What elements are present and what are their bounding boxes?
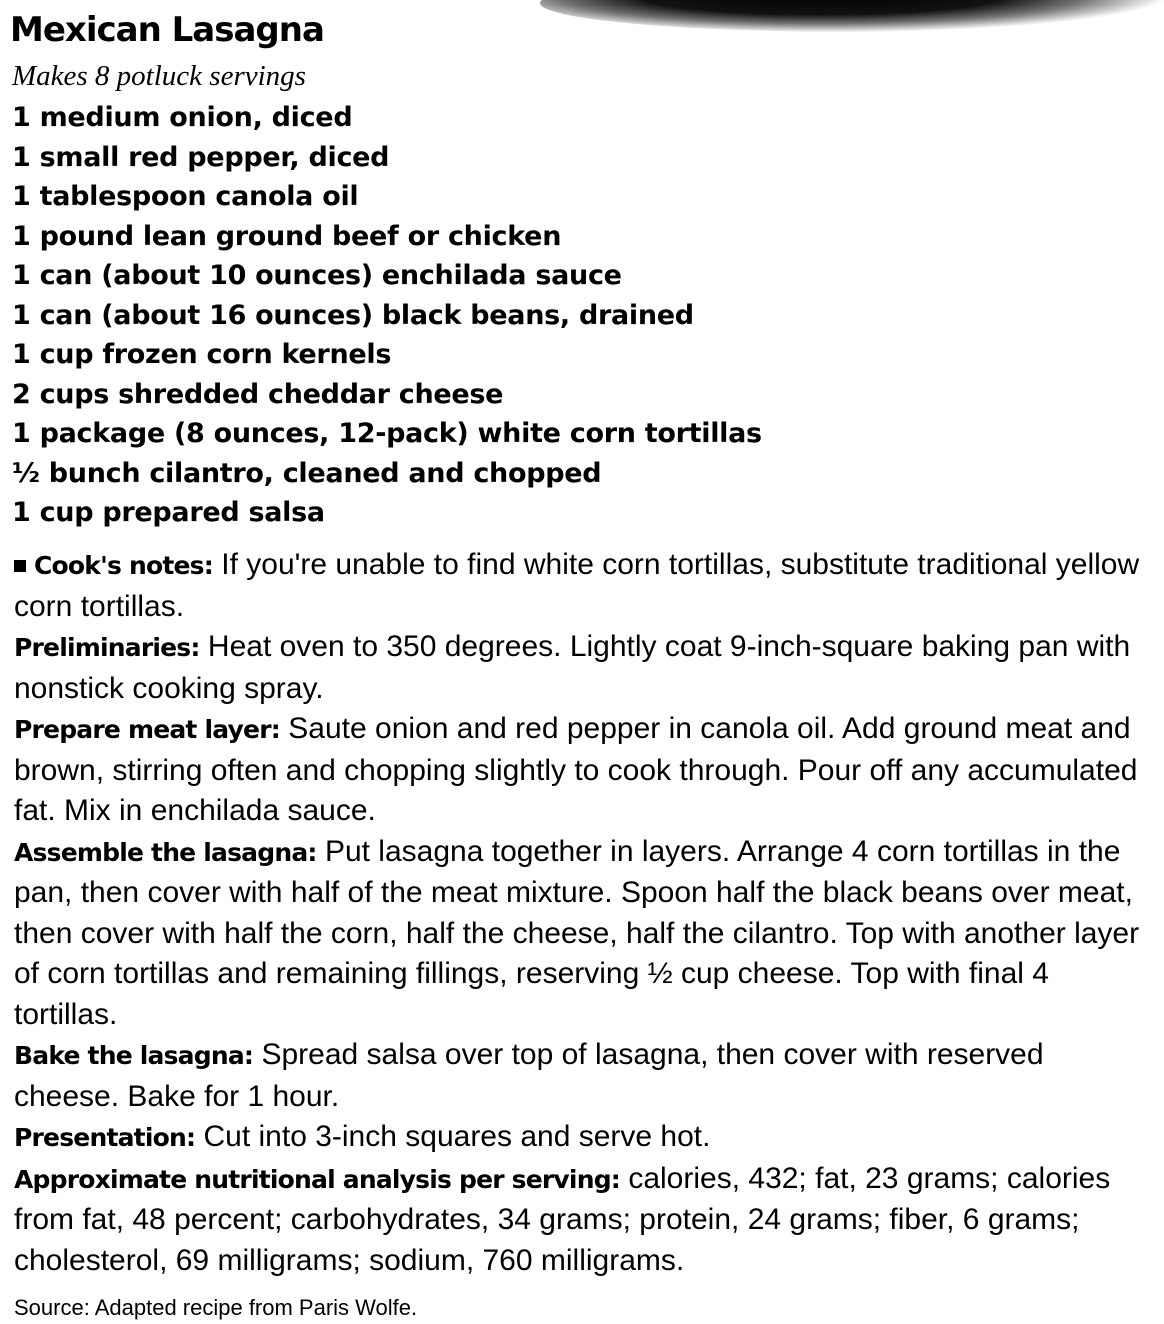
ingredient-item: 1 package (8 ounces, 12-pack) white corn tortillas bbox=[12, 418, 762, 449]
paragraph-text: Spread salsa over top of lasagna, then cover with reserved cheese. Bake for 1 hour. bbox=[14, 1038, 1044, 1113]
ingredient-item: 1 pound lean ground beef or chicken bbox=[12, 220, 562, 252]
source-credit: Source: Adapted recipe from Paris Wolfe. bbox=[14, 1295, 418, 1320]
recipe-title: Mexican Lasagna bbox=[10, 10, 324, 50]
paragraph-text: Heat oven to 350 degrees. Lightly coat 9-inch-square baking pan with nonstick cooking spray. bbox=[14, 630, 1131, 705]
ingredient-item: 1 tablespoon canola oil bbox=[12, 181, 359, 212]
recipe-servings: Makes 8 potluck servings bbox=[12, 60, 306, 92]
paragraph-heading: Approximate nutritional analysis per serving: bbox=[14, 1164, 620, 1194]
paragraph-heading: Preliminaries: bbox=[14, 633, 200, 662]
cooks-notes-paragraph bbox=[14, 545, 1150, 627]
ingredient-list bbox=[12, 98, 762, 533]
paragraph-heading: Cook's notes: bbox=[34, 551, 213, 580]
paragraph-heading: Bake the lasagna: bbox=[14, 1041, 254, 1070]
paragraph-text: Saute onion and red pepper in canola oil. Add ground meat and brown, stirring often and chopping slightly to cook through. Pour off any accumulated fat. Mix in enchilada sauce. bbox=[14, 712, 1138, 827]
paragraph-text: If you're unable to find white corn tortillas, substitute traditional yellow corn tortillas. bbox=[14, 548, 1140, 623]
preliminaries-paragraph bbox=[14, 627, 1150, 709]
ingredient-item: 1 medium onion, diced bbox=[12, 102, 353, 133]
ingredient-item: ½ bunch cilantro, cleaned and chopped bbox=[12, 457, 602, 489]
paragraph-text: Put lasagna together in layers. Arrange 4 corn tortillas in the pan, then cover with half of the meat mixture. Spoon half the black beans over meat, then cover with half the corn, half the cheese, half the cilantro. Top with another layer of corn tortillas and remaining fillings, reserving ½ cup cheese. Top with final 4 tortillas. bbox=[14, 834, 1140, 1031]
paragraph-text: calories, 432; fat, 23 grams; calories from fat, 48 percent; carbohydrates, 34 grams; protein, 24 grams; fiber, 6 grams; cholesterol, 69 milligrams; sodium, 760 milligrams. bbox=[14, 1161, 1111, 1277]
ingredient-item: 1 can (about 10 ounces) enchilada sauce bbox=[12, 260, 622, 291]
square-bullet-icon bbox=[14, 560, 26, 572]
prepare-meat-paragraph bbox=[14, 709, 1150, 832]
paragraph-heading: Presentation: bbox=[14, 1123, 196, 1152]
paragraph-heading: Prepare meat layer: bbox=[14, 715, 280, 744]
ingredient-item: 2 cups shredded cheddar cheese bbox=[12, 378, 504, 410]
assemble-paragraph bbox=[14, 832, 1150, 1036]
ingredient-item: 1 can (about 16 ounces) black beans, drained bbox=[12, 299, 694, 331]
nutrition-paragraph bbox=[14, 1159, 1150, 1282]
presentation-paragraph bbox=[14, 1117, 1150, 1159]
paragraph-text: Cut into 3-inch squares and serve hot. bbox=[195, 1120, 711, 1153]
recipe-instructions bbox=[14, 545, 1150, 1323]
paragraph-heading: Assemble the lasagna: bbox=[14, 837, 317, 867]
ingredient-item: 1 cup frozen corn kernels bbox=[12, 339, 392, 370]
bake-paragraph bbox=[14, 1035, 1150, 1117]
ingredient-item: 1 cup prepared salsa bbox=[12, 497, 325, 528]
scan-smudge bbox=[540, 0, 1164, 32]
ingredient-item: 1 small red pepper, diced bbox=[12, 141, 390, 173]
